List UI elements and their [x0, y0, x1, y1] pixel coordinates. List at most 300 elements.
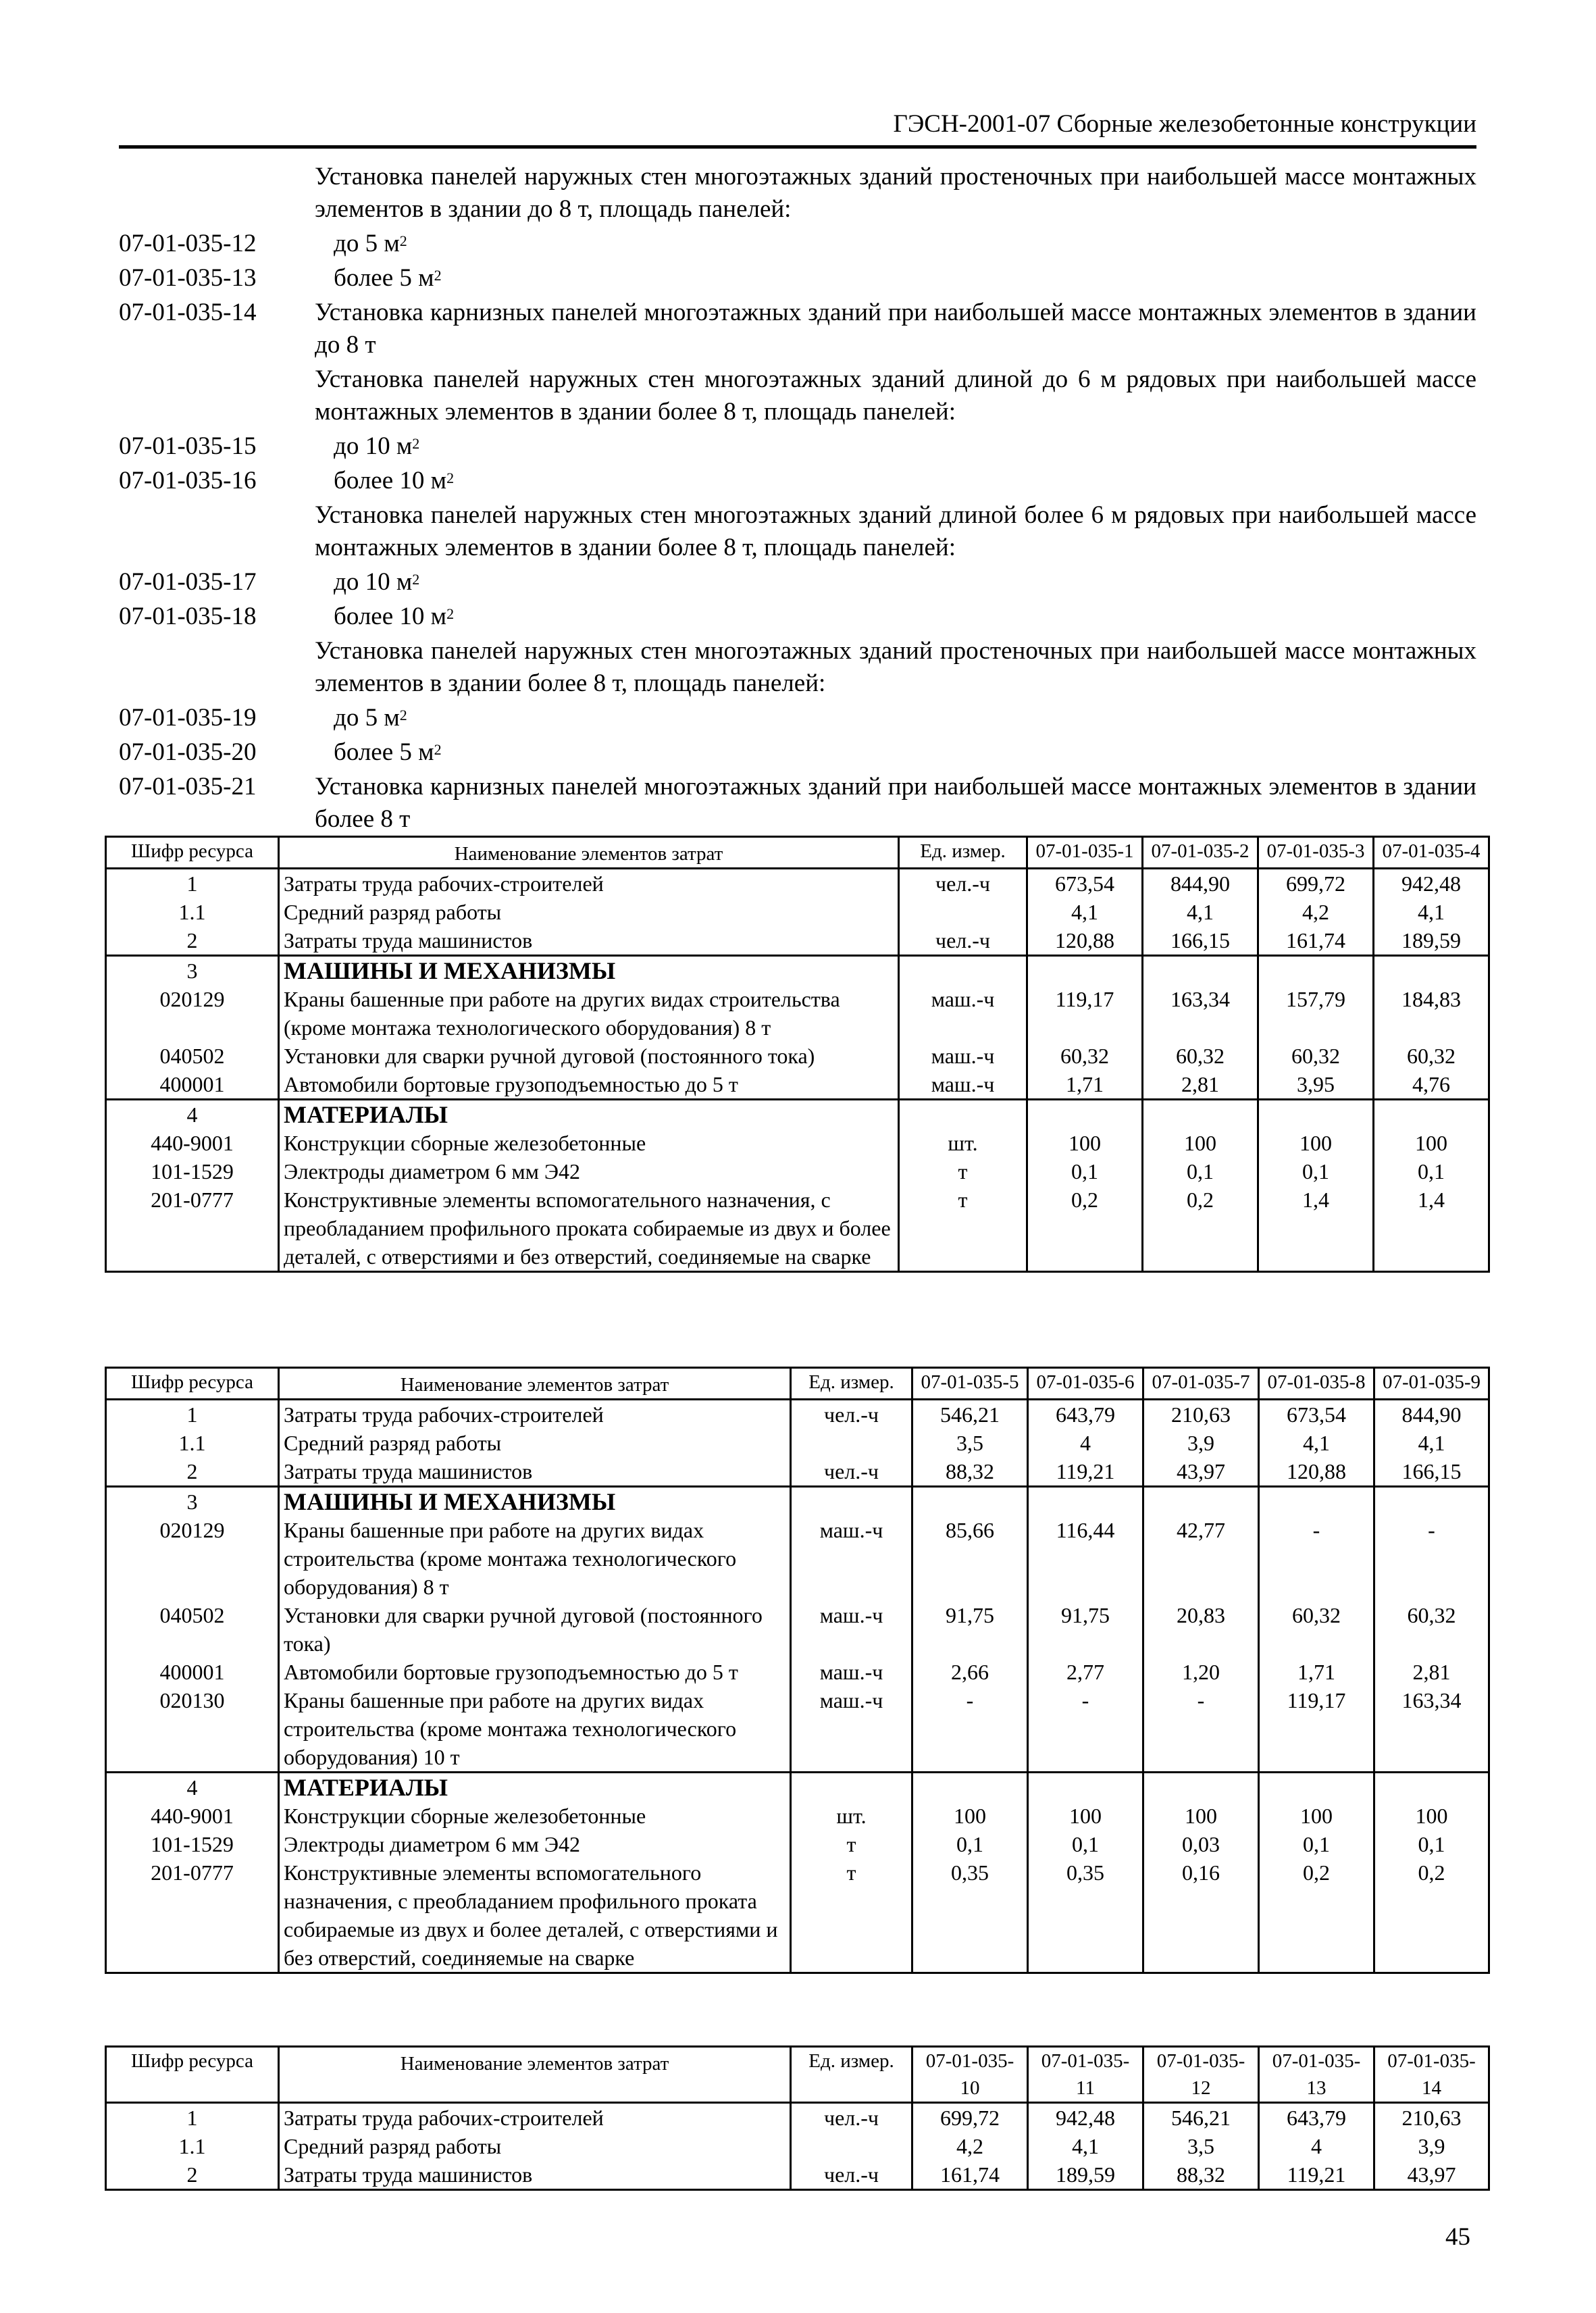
table-group-row [106, 1773, 1489, 1802]
norm-value: 546,21 [912, 1400, 1028, 1429]
description-row [119, 297, 1476, 361]
resource-code: 440-9001 [106, 1129, 279, 1157]
resource-code: 3 [106, 956, 279, 986]
resource-code: 440-9001 [106, 1802, 279, 1830]
resource-code: 020129 [106, 1516, 279, 1601]
item-code: 07-01-035-12 [119, 230, 257, 257]
description-row [119, 771, 1476, 836]
column-header: 07-01-035-9 [1374, 1368, 1489, 1400]
item-description-text: Установка панелей наружных стен многоэтажных зданий длиной более 6 м рядовых при наибольшей массе монтажных элементов в здании более 8 т, площадь панелей: [315, 501, 1476, 561]
resource-code: 1.1 [106, 898, 279, 926]
work-descriptions [119, 161, 1476, 838]
resource-code: 1 [106, 869, 279, 898]
norm-value: 0,16 [1143, 1858, 1259, 1973]
resource-code: 400001 [106, 1070, 279, 1100]
table-row [106, 1457, 1489, 1487]
cost-element-name: МАТЕРИАЛЫ [279, 1773, 791, 1802]
resource-code: 201-0777 [106, 1186, 279, 1272]
table-row [106, 1658, 1489, 1686]
item-code [119, 363, 315, 428]
unit-of-measure [791, 1429, 912, 1457]
resource-code: 1 [106, 2103, 279, 2133]
cost-element-name: Краны башенные при работе на других видах строительства (кроме монтажа технологического оборудования) 10 т [279, 1686, 791, 1773]
item-description [315, 228, 1476, 260]
description-row [119, 601, 1476, 633]
norm-value: 643,79 [1259, 2103, 1374, 2133]
table-header-row [106, 2047, 1489, 2103]
unit-exponent: 2 [412, 571, 420, 588]
table-group-row [106, 1487, 1489, 1517]
norm-value: 0,1 [1374, 1830, 1489, 1858]
unit-of-measure [899, 1100, 1027, 1129]
item-description [315, 566, 1476, 599]
table-row [106, 1042, 1489, 1070]
table-row [106, 1070, 1489, 1100]
unit-of-measure: маш.-ч [791, 1658, 912, 1686]
table-row [106, 1858, 1489, 1973]
column-header: Шифр ресурса [106, 2047, 279, 2103]
norm-value: 88,32 [912, 1457, 1028, 1487]
unit-of-measure [791, 2132, 912, 2160]
norm-value: 546,21 [1143, 2103, 1259, 2133]
item-description [315, 601, 1476, 633]
norm-value [1259, 1773, 1374, 1802]
norm-value: 120,88 [1027, 926, 1143, 956]
norm-value [1143, 956, 1258, 986]
norm-value: 1,4 [1374, 1186, 1489, 1272]
cost-element-name: Автомобили бортовые грузоподъемностью до 5 т [279, 1658, 791, 1686]
norm-value: 119,21 [1259, 2160, 1374, 2190]
column-header: Наименование элементов затрат [279, 837, 899, 869]
table-row [106, 1830, 1489, 1858]
cost-element-name: Установки для сварки ручной дуговой (постоянного тока) [279, 1601, 791, 1658]
item-description-text: Установка панелей наружных стен многоэтажных зданий простеночных при наибольшей массе монтажных элементов в здании до 8 т, площадь панелей: [315, 163, 1476, 223]
norm-value [1259, 1487, 1374, 1517]
table-row [106, 2132, 1489, 2160]
norm-value: 119,17 [1027, 985, 1143, 1042]
cost-element-name: Конструктивные элементы вспомогательного назначения, с преобладанием профильного проката собираемые из двух и более деталей, с отверстиями и без отверстий, соединяемые на сварке [279, 1858, 791, 1973]
unit-exponent: 2 [446, 605, 455, 622]
item-code: 07-01-035-16 [119, 467, 257, 494]
cost-element-name: Средний разряд работы [279, 898, 899, 926]
norm-value [1143, 1773, 1259, 1802]
norm-value: 91,75 [912, 1601, 1028, 1658]
norm-value [1143, 1487, 1259, 1517]
norm-value [1258, 1100, 1374, 1129]
description-row [119, 499, 1476, 564]
norm-value: 100 [1143, 1129, 1258, 1157]
item-description-text: более 5 м [334, 264, 434, 292]
table-group-row [106, 956, 1489, 986]
norm-value: 60,32 [1259, 1601, 1374, 1658]
norm-value: 4 [1259, 2132, 1374, 2160]
item-description-text: более 10 м [334, 603, 447, 630]
unit-exponent: 2 [434, 267, 442, 284]
norm-value [912, 1773, 1028, 1802]
item-code: 07-01-035-14 [119, 299, 257, 326]
norm-value: 119,17 [1259, 1686, 1374, 1773]
table-row [106, 926, 1489, 956]
item-description [315, 297, 1476, 361]
norm-value: 4,1 [1028, 2132, 1143, 2160]
resource-code: 040502 [106, 1601, 279, 1658]
norm-value: 3,5 [1143, 2132, 1259, 2160]
resource-code: 020129 [106, 985, 279, 1042]
resource-code: 040502 [106, 1042, 279, 1070]
cost-element-name: Конструкции сборные железобетонные [279, 1802, 791, 1830]
resource-table-2 [105, 1367, 1490, 1974]
column-header: Наименование элементов затрат [279, 2047, 791, 2103]
norm-value: 4,1 [1374, 1429, 1489, 1457]
norm-value: 3,5 [912, 1429, 1028, 1457]
item-description [315, 262, 1476, 295]
column-header: 07-01-035-7 [1143, 1368, 1259, 1400]
column-header: 07-01-035-3 [1258, 837, 1374, 869]
norm-value: 161,74 [912, 2160, 1028, 2190]
resource-code: 1.1 [106, 1429, 279, 1457]
description-row [119, 465, 1476, 497]
item-description-text: Установка панелей наружных стен многоэтажных зданий длиной до 6 м рядовых при наибольшей массе монтажных элементов в здании более 8 т, площадь панелей: [315, 365, 1476, 426]
unit-exponent: 2 [399, 232, 407, 249]
unit-exponent: 2 [434, 741, 442, 758]
cost-element-name: Средний разряд работы [279, 1429, 791, 1457]
norm-value [912, 1487, 1028, 1517]
table-row [106, 1429, 1489, 1457]
norm-value: 0,1 [1259, 1830, 1374, 1858]
norm-value: - [1374, 1516, 1489, 1601]
item-description-text: более 10 м [334, 467, 447, 494]
table-row [106, 2160, 1489, 2190]
item-description [315, 499, 1476, 564]
unit-of-measure: чел.-ч [791, 1457, 912, 1487]
cost-element-name: Затраты труда машинистов [279, 1457, 791, 1487]
unit-of-measure [899, 898, 1027, 926]
norm-value: 157,79 [1258, 985, 1374, 1042]
norm-value: 4,1 [1027, 898, 1143, 926]
cost-element-name: Электроды диаметром 6 мм Э42 [279, 1157, 899, 1186]
unit-of-measure: шт. [791, 1802, 912, 1830]
item-description [315, 363, 1476, 428]
norm-value: 844,90 [1143, 869, 1258, 898]
unit-exponent: 2 [446, 469, 455, 486]
table-row [106, 869, 1489, 898]
norm-value: 60,32 [1027, 1042, 1143, 1070]
norm-value: 2,66 [912, 1658, 1028, 1686]
item-description-text: Установка панелей наружных стен многоэтажных зданий простеночных при наибольшей массе монтажных элементов в здании более 8 т, площадь панелей: [315, 637, 1476, 697]
unit-of-measure: чел.-ч [791, 2103, 912, 2133]
norm-value: 163,34 [1374, 1686, 1489, 1773]
column-header: Шифр ресурса [106, 1368, 279, 1400]
item-description [315, 771, 1476, 836]
item-description [315, 465, 1476, 497]
item-code: 07-01-035-20 [119, 738, 257, 766]
column-header: Наименование элементов затрат [279, 1368, 791, 1400]
column-header: Ед. измер. [899, 837, 1027, 869]
norm-value [1028, 1487, 1143, 1517]
norm-value: 1,20 [1143, 1658, 1259, 1686]
description-row [119, 736, 1476, 769]
norm-value: 100 [1374, 1129, 1489, 1157]
description-row [119, 430, 1476, 463]
item-code [119, 635, 315, 700]
norm-value: 60,32 [1143, 1042, 1258, 1070]
norm-value [1374, 1100, 1489, 1129]
resource-code: 101-1529 [106, 1157, 279, 1186]
norm-value [1374, 956, 1489, 986]
column-header: 07-01-035-4 [1374, 837, 1489, 869]
norm-value: 942,48 [1374, 869, 1489, 898]
norm-value: 43,97 [1143, 1457, 1259, 1487]
column-header: 07-01-035-13 [1259, 2047, 1374, 2103]
unit-of-measure: чел.-ч [791, 1400, 912, 1429]
table-header-row [106, 1368, 1489, 1400]
norm-value: 0,1 [1028, 1830, 1143, 1858]
norm-value: 0,2 [1027, 1186, 1143, 1272]
resource-table-3 [105, 2045, 1490, 2191]
item-code: 07-01-035-17 [119, 568, 257, 596]
cost-element-name: Затраты труда машинистов [279, 2160, 791, 2190]
table-row [106, 1186, 1489, 1272]
description-row [119, 262, 1476, 295]
norm-value [1027, 956, 1143, 986]
norm-value: 120,88 [1259, 1457, 1374, 1487]
norm-value [1258, 956, 1374, 986]
norm-value: 673,54 [1259, 1400, 1374, 1429]
item-description [315, 702, 1476, 734]
description-row [119, 702, 1476, 734]
cost-element-name: Конструкции сборные железобетонные [279, 1129, 899, 1157]
norm-value: 2,81 [1143, 1070, 1258, 1100]
norm-value: 184,83 [1374, 985, 1489, 1042]
norm-value: - [912, 1686, 1028, 1773]
norm-value: 0,1 [1374, 1157, 1489, 1186]
column-header: 07-01-035-10 [912, 2047, 1028, 2103]
norm-value: 60,32 [1374, 1042, 1489, 1070]
norm-value: 100 [1027, 1129, 1143, 1157]
norm-value: 0,1 [912, 1830, 1028, 1858]
norm-value: 4,1 [1143, 898, 1258, 926]
norm-value: 942,48 [1028, 2103, 1143, 2133]
norm-value: 673,54 [1027, 869, 1143, 898]
page-header-title: ГЭСН-2001-07 Сборные железобетонные конструкции [893, 110, 1476, 138]
norm-value: 163,34 [1143, 985, 1258, 1042]
item-description-text: Установка карнизных панелей многоэтажных зданий при наибольшей массе монтажных элементов в здании до 8 т [315, 299, 1476, 359]
item-description-text: до 10 м [334, 568, 413, 596]
norm-value: 0,35 [1028, 1858, 1143, 1973]
norm-value [1027, 1100, 1143, 1129]
unit-of-measure: маш.-ч [791, 1686, 912, 1773]
item-code: 07-01-035-19 [119, 704, 257, 732]
column-header: Ед. измер. [791, 1368, 912, 1400]
unit-of-measure: чел.-ч [899, 926, 1027, 956]
column-header: 07-01-035-14 [1374, 2047, 1489, 2103]
table-header-row [106, 837, 1489, 869]
norm-value: 60,32 [1258, 1042, 1374, 1070]
table-row [106, 1400, 1489, 1429]
norm-value: 210,63 [1143, 1400, 1259, 1429]
table-row [106, 1686, 1489, 1773]
norm-value [1374, 1487, 1489, 1517]
item-description [315, 736, 1476, 769]
norm-value: 91,75 [1028, 1601, 1143, 1658]
item-code [119, 161, 315, 226]
resource-code: 1.1 [106, 2132, 279, 2160]
item-description-text: Установка карнизных панелей многоэтажных зданий при наибольшей массе монтажных элементов в здании более 8 т [315, 773, 1476, 833]
unit-of-measure: маш.-ч [791, 1601, 912, 1658]
page-number: 45 [1445, 2223, 1470, 2251]
resource-table-1 [105, 836, 1490, 1273]
norm-value: 100 [1259, 1802, 1374, 1830]
column-header: Ед. измер. [791, 2047, 912, 2103]
unit-of-measure: чел.-ч [791, 2160, 912, 2190]
unit-of-measure: маш.-ч [899, 1070, 1027, 1100]
unit-of-measure: т [899, 1157, 1027, 1186]
norm-value: 3,9 [1374, 2132, 1489, 2160]
item-code: 07-01-035-18 [119, 603, 257, 630]
norm-value: 189,59 [1028, 2160, 1143, 2190]
norm-value: 643,79 [1028, 1400, 1143, 1429]
cost-element-name: Краны башенные при работе на других видах строительства (кроме монтажа технологического оборудования) 8 т [279, 1516, 791, 1601]
resource-code: 2 [106, 2160, 279, 2190]
table-row [106, 1601, 1489, 1658]
item-description-text: до 5 м [334, 230, 400, 257]
resource-code: 101-1529 [106, 1830, 279, 1858]
column-header: 07-01-035-12 [1143, 2047, 1259, 2103]
norm-value: 42,77 [1143, 1516, 1259, 1601]
norm-value: 100 [1143, 1802, 1259, 1830]
page-header [119, 107, 1476, 149]
column-header: 07-01-035-6 [1028, 1368, 1143, 1400]
norm-value: 100 [1028, 1802, 1143, 1830]
description-row [119, 566, 1476, 599]
norm-value: 3,9 [1143, 1429, 1259, 1457]
norm-value: 4,76 [1374, 1070, 1489, 1100]
norm-value: 0,1 [1258, 1157, 1374, 1186]
cost-element-name: МАШИНЫ И МЕХАНИЗМЫ [279, 956, 899, 986]
column-header: 07-01-035-11 [1028, 2047, 1143, 2103]
norm-value: 0,35 [912, 1858, 1028, 1973]
item-code: 07-01-035-13 [119, 264, 257, 292]
unit-of-measure [791, 1487, 912, 1517]
resource-code: 2 [106, 1457, 279, 1487]
norm-value: 1,71 [1259, 1658, 1374, 1686]
unit-of-measure: т [791, 1858, 912, 1973]
column-header: 07-01-035-1 [1027, 837, 1143, 869]
unit-of-measure: чел.-ч [899, 869, 1027, 898]
cost-element-name: Затраты труда рабочих-строителей [279, 869, 899, 898]
cost-element-name: Конструктивные элементы вспомогательного назначения, с преобладанием профильного проката собираемые из двух и более деталей, с отверстиями и без отверстий, соединяемые на сварке [279, 1186, 899, 1272]
norm-value: 43,97 [1374, 2160, 1489, 2190]
cost-element-name: Затраты труда машинистов [279, 926, 899, 956]
norm-value: 4,1 [1259, 1429, 1374, 1457]
norm-value: 166,15 [1143, 926, 1258, 956]
item-code [119, 499, 315, 564]
norm-value: 85,66 [912, 1516, 1028, 1601]
norm-value: 699,72 [1258, 869, 1374, 898]
norm-value: 2,81 [1374, 1658, 1489, 1686]
norm-value: - [1028, 1686, 1143, 1773]
cost-element-name: Затраты труда рабочих-строителей [279, 1400, 791, 1429]
norm-value: 0,2 [1374, 1858, 1489, 1973]
table-group-row [106, 1100, 1489, 1129]
column-header: 07-01-035-5 [912, 1368, 1028, 1400]
cost-element-name: Электроды диаметром 6 мм Э42 [279, 1830, 791, 1858]
cost-element-name: Затраты труда рабочих-строителей [279, 2103, 791, 2133]
unit-exponent: 2 [399, 707, 407, 723]
unit-of-measure: т [791, 1830, 912, 1858]
norm-value: 100 [1258, 1129, 1374, 1157]
unit-of-measure: маш.-ч [899, 1042, 1027, 1070]
item-description-text: более 5 м [334, 738, 434, 766]
norm-value: 699,72 [912, 2103, 1028, 2133]
table-row [106, 2103, 1489, 2133]
norm-value: - [1259, 1516, 1374, 1601]
norm-value: - [1143, 1686, 1259, 1773]
cost-element-name: Краны башенные при работе на других видах строительства (кроме монтажа технологического оборудования) 8 т [279, 985, 899, 1042]
unit-of-measure [791, 1773, 912, 1802]
resource-code: 4 [106, 1773, 279, 1802]
norm-value: 0,1 [1027, 1157, 1143, 1186]
item-description [315, 635, 1476, 700]
norm-value [1028, 1773, 1143, 1802]
norm-value: 2,77 [1028, 1658, 1143, 1686]
resource-code: 201-0777 [106, 1858, 279, 1973]
norm-value: 60,32 [1374, 1601, 1489, 1658]
resource-code: 2 [106, 926, 279, 956]
norm-value: 4,2 [1258, 898, 1374, 926]
norm-value: 4,1 [1374, 898, 1489, 926]
norm-value: 0,03 [1143, 1830, 1259, 1858]
table-row [106, 1157, 1489, 1186]
unit-of-measure: т [899, 1186, 1027, 1272]
item-code: 07-01-035-21 [119, 773, 257, 800]
norm-value: 100 [1374, 1802, 1489, 1830]
norm-value: 166,15 [1374, 1457, 1489, 1487]
column-header: 07-01-035-8 [1259, 1368, 1374, 1400]
norm-value: 1,4 [1258, 1186, 1374, 1272]
norm-value: 210,63 [1374, 2103, 1489, 2133]
item-code: 07-01-035-15 [119, 432, 257, 460]
norm-value: 844,90 [1374, 1400, 1489, 1429]
unit-of-measure: шт. [899, 1129, 1027, 1157]
resource-code: 400001 [106, 1658, 279, 1686]
resource-code: 1 [106, 1400, 279, 1429]
description-row [119, 363, 1476, 428]
resource-code: 3 [106, 1487, 279, 1517]
cost-element-name: Установки для сварки ручной дуговой (постоянного тока) [279, 1042, 899, 1070]
unit-of-measure: маш.-ч [899, 985, 1027, 1042]
table-row [106, 1802, 1489, 1830]
norm-value: 3,95 [1258, 1070, 1374, 1100]
norm-value: 0,2 [1259, 1858, 1374, 1973]
description-row [119, 228, 1476, 260]
norm-value: 1,71 [1027, 1070, 1143, 1100]
norm-value: 4 [1028, 1429, 1143, 1457]
cost-element-name: Средний разряд работы [279, 2132, 791, 2160]
column-header: 07-01-035-2 [1143, 837, 1258, 869]
norm-value: 189,59 [1374, 926, 1489, 956]
cost-element-name: МАТЕРИАЛЫ [279, 1100, 899, 1129]
table-row [106, 985, 1489, 1042]
norm-value: 0,1 [1143, 1157, 1258, 1186]
table-row [106, 1516, 1489, 1601]
item-description [315, 430, 1476, 463]
item-description [315, 161, 1476, 226]
table-row [106, 898, 1489, 926]
cost-element-name: МАШИНЫ И МЕХАНИЗМЫ [279, 1487, 791, 1517]
resource-code: 4 [106, 1100, 279, 1129]
norm-value: 161,74 [1258, 926, 1374, 956]
